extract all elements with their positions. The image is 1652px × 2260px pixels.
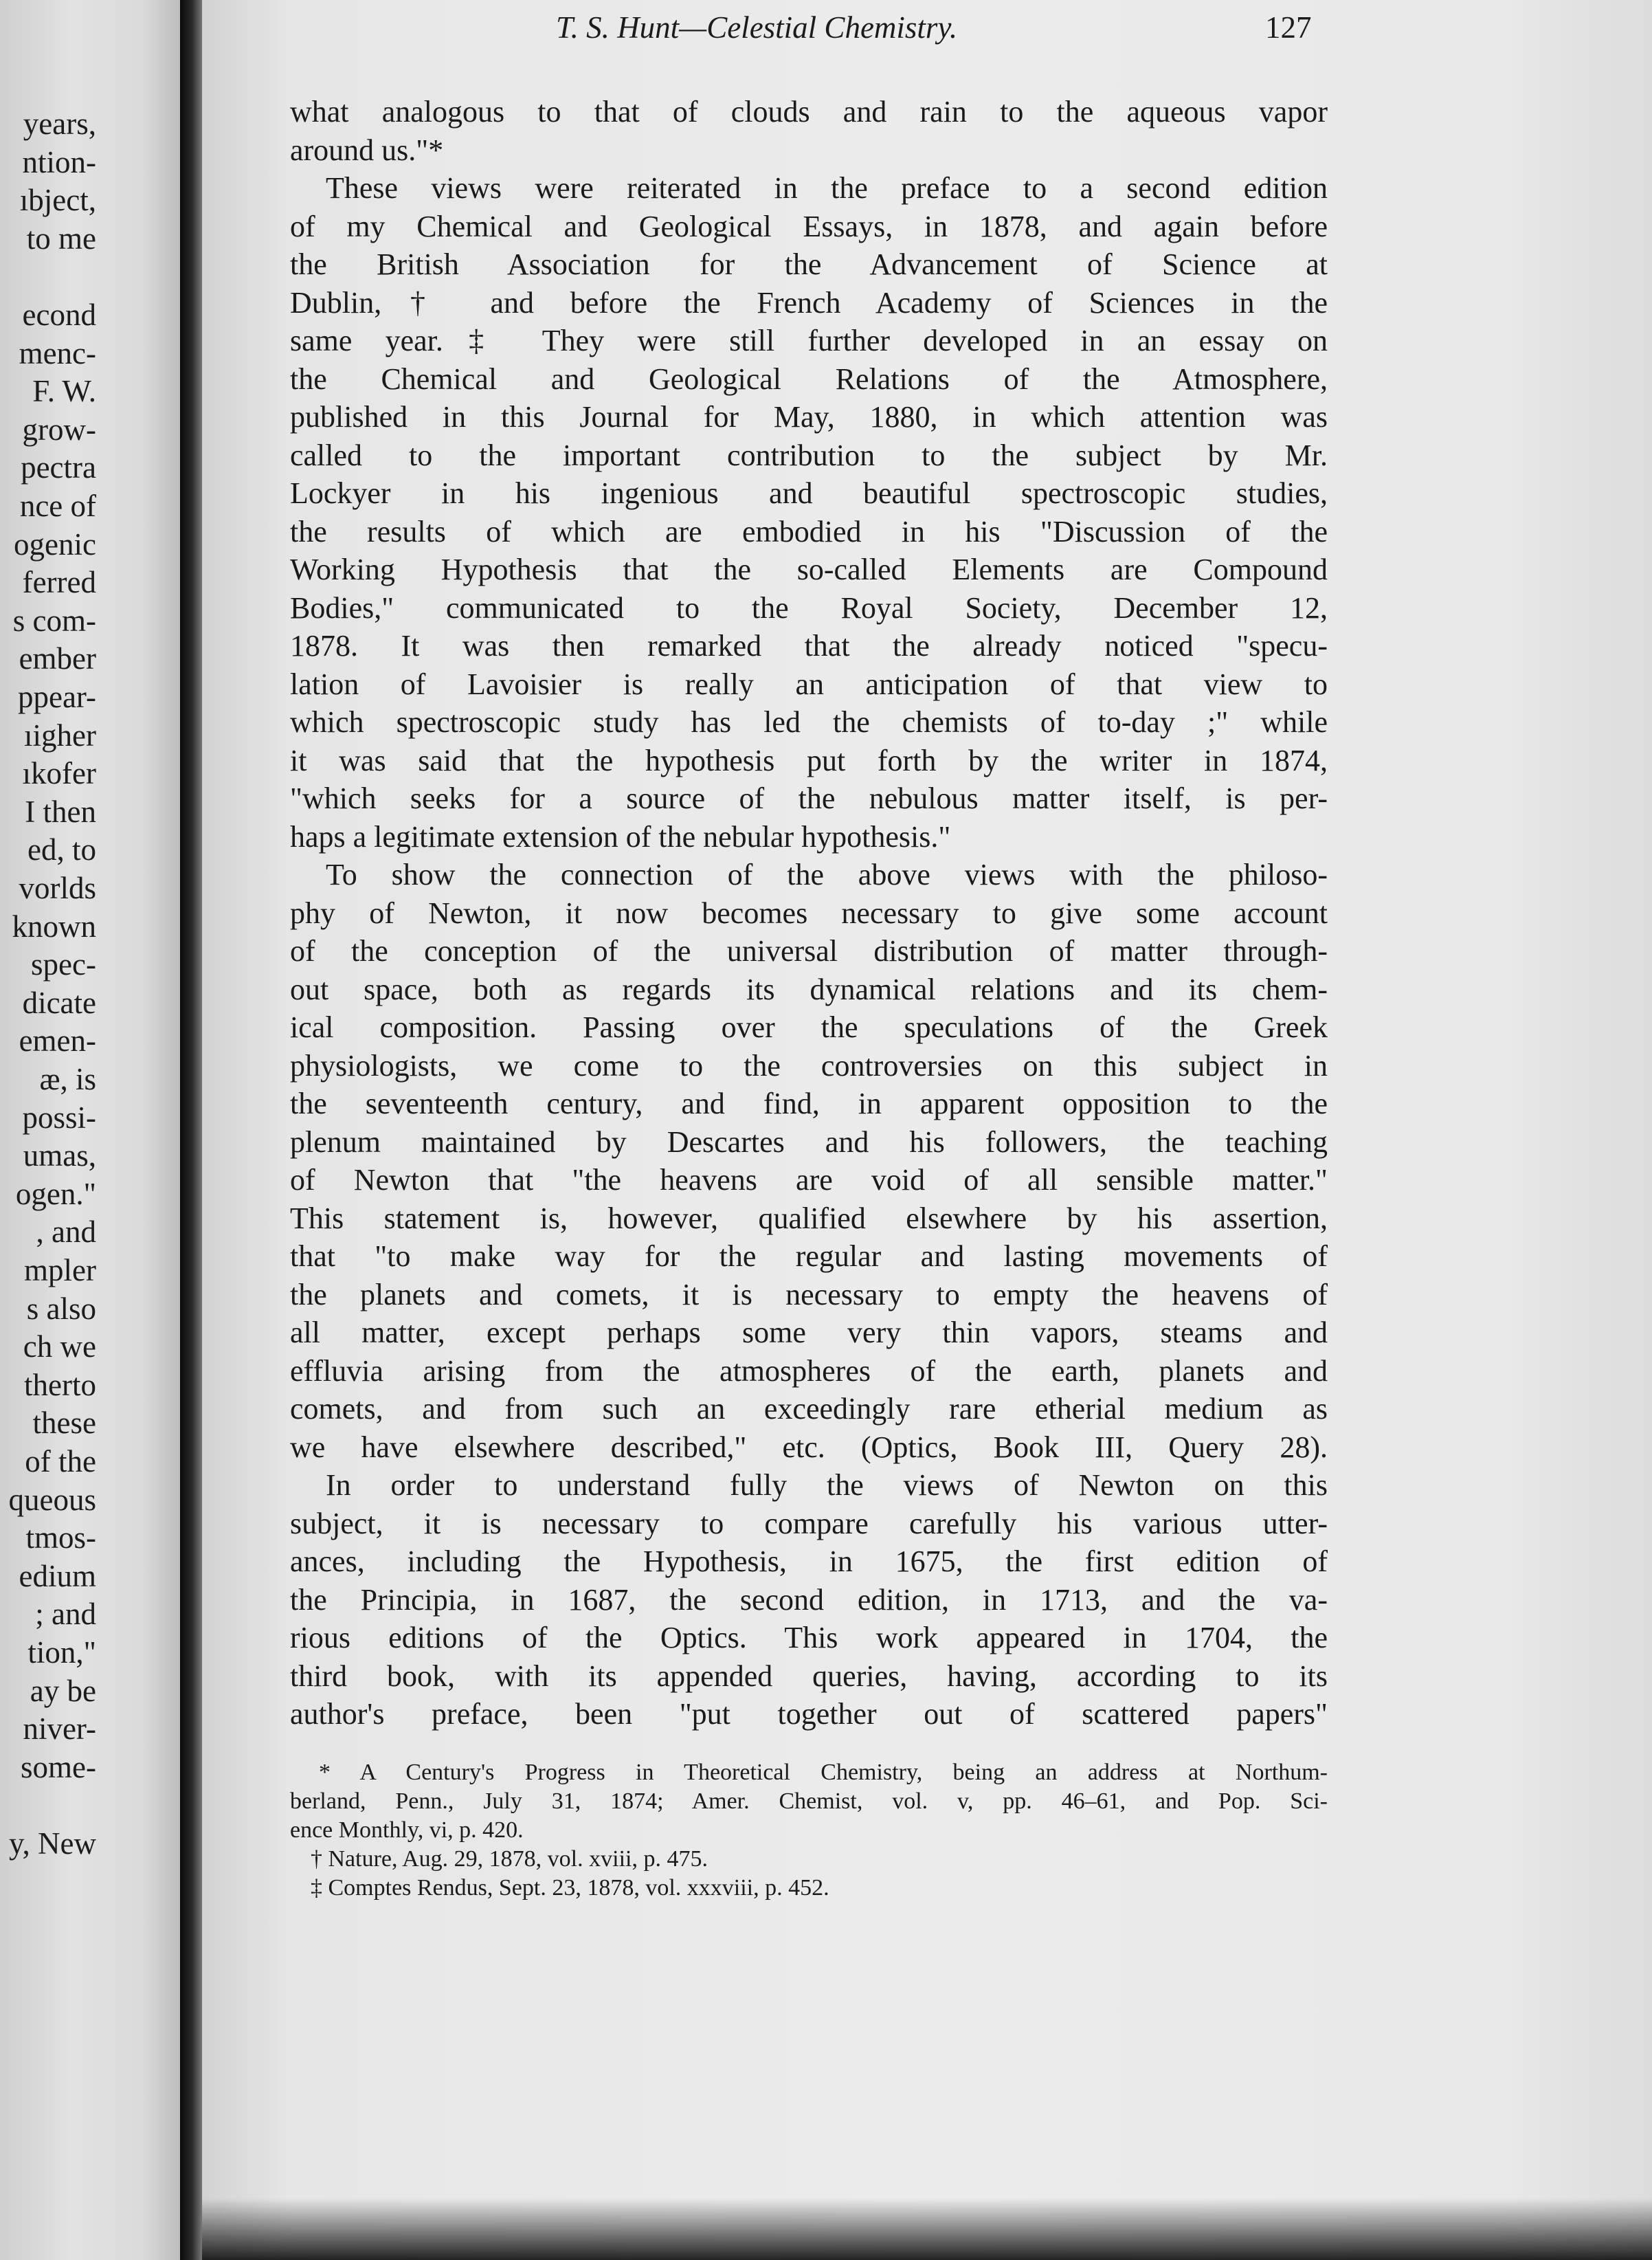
previous-page-text-fragment: ferred xyxy=(22,565,96,600)
text-line: ical composition. Passing over the speculations of the Greek xyxy=(290,1010,1328,1044)
previous-page-text-fragment: tmos- xyxy=(25,1520,96,1555)
text-line: the Chemical and Geological Relations of the Atmosphere, xyxy=(290,362,1328,396)
previous-page-text-fragment: years, xyxy=(23,107,96,141)
previous-page-edge xyxy=(0,0,180,2260)
text-line: phy of Newton, it now becomes necessary to give some account xyxy=(290,896,1328,930)
text-line: of Newton that "the heavens are void of all sensible matter." xyxy=(290,1163,1328,1197)
previous-page-text-fragment: ogenic xyxy=(14,527,96,562)
previous-page-text-fragment: s com- xyxy=(12,603,96,638)
previous-page-text-fragment: nce of xyxy=(19,489,96,523)
previous-page-text-fragment: s also xyxy=(26,1291,96,1326)
footnote-line: † Nature, Aug. 29, 1878, vol. xviii, p. 475. xyxy=(311,1846,708,1872)
text-line: of my Chemical and Geological Essays, in 1878, and again before xyxy=(290,209,1328,243)
previous-page-text-fragment: ntion- xyxy=(22,144,96,179)
text-line: third book, with its appended queries, having, according to its xyxy=(290,1659,1328,1693)
previous-page-text-fragment: known xyxy=(12,909,96,944)
previous-page-text-fragment: vorlds xyxy=(19,871,96,905)
body-text xyxy=(290,93,1328,1733)
previous-page-text-fragment: ppear- xyxy=(17,680,96,714)
page-number: 127 xyxy=(1265,10,1312,45)
text-line: haps a legitimate extension of the nebular hypothesis." xyxy=(290,819,951,854)
text-line: comets, and from such an exceedingly rare etherial medium as xyxy=(290,1392,1328,1426)
text-line: Dublin,† and before the French Academy of Sciences in the xyxy=(290,285,1328,320)
text-line: the planets and comets, it is necessary to empty the heavens of xyxy=(290,1277,1328,1311)
previous-page-text-fragment: pectra xyxy=(21,450,96,485)
text-line: the British Association for the Advancement of Science at xyxy=(290,247,1328,281)
running-head xyxy=(202,10,1652,54)
text-line: author's preface, been "put together out of scattered papers" xyxy=(290,1697,1328,1731)
text-line: all matter, except perhaps some very thin vapors, steams and xyxy=(290,1316,1328,1349)
text-line: These views were reiterated in the preface to a second edition xyxy=(326,171,1328,205)
footnotes xyxy=(290,1758,1328,1903)
previous-page-text-fragment: edium xyxy=(19,1558,96,1593)
previous-page-text-fragment: I then xyxy=(25,794,96,829)
text-line: subject, it is necessary to compare carefully his various utter- xyxy=(290,1506,1328,1540)
text-line: we have elsewhere described," etc. (Optics, Book III, Query 28). xyxy=(290,1430,1328,1464)
previous-page-text-fragment: ember xyxy=(19,641,96,676)
previous-page-text-fragment: econd xyxy=(22,298,96,332)
text-line: that "to make way for the regular and lasting movements of xyxy=(290,1239,1328,1273)
text-line: called to the important contribution to the subject by Mr. xyxy=(290,438,1328,472)
previous-page-text-fragment: ed, to xyxy=(27,832,96,867)
text-line: ances, including the Hypothesis, in 1675, the first edition of xyxy=(290,1544,1328,1578)
previous-page-text-fragment: dicate xyxy=(22,985,96,1020)
text-line: 1878. It was then remarked that the already noticed "specu- xyxy=(290,629,1328,663)
previous-page-text-fragment: therto xyxy=(24,1367,96,1402)
text-line: physiologists, we come to the controversies on this subject in xyxy=(290,1048,1328,1083)
text-line: which spectroscopic study has led the chemists of to-day ;" while xyxy=(290,705,1328,739)
previous-page-text-fragment: of the xyxy=(25,1444,96,1478)
previous-page-text-fragment: ıkofer xyxy=(22,756,96,791)
previous-page-text-fragment: these xyxy=(32,1406,96,1441)
previous-page-text-fragment: , and xyxy=(36,1215,96,1250)
text-line: the seventeenth century, and find, in apparent opposition to the xyxy=(290,1087,1328,1120)
previous-page-text-fragment: niver- xyxy=(23,1711,96,1747)
previous-page-text-fragment: mpler xyxy=(24,1253,96,1287)
text-line: Working Hypothesis that the so-called Elements are Compound xyxy=(290,553,1328,586)
previous-page-text-fragment: to me xyxy=(26,221,96,256)
text-line: the results of which are embodied in his "Discussion of the xyxy=(290,514,1328,549)
previous-page-text-fragment: some- xyxy=(21,1749,96,1784)
previous-page-text-fragment: grow- xyxy=(22,412,96,447)
text-line: published in this Journal for May, 1880, in which attention was xyxy=(290,400,1328,434)
previous-page-text-fragment: menc- xyxy=(19,335,96,370)
previous-page-text-fragment: ay be xyxy=(30,1673,96,1708)
text-line: In order to understand fully the views of Newton on this xyxy=(326,1468,1328,1502)
footnote-line: ence Monthly, vi, p. 420. xyxy=(290,1817,524,1843)
text-line: what analogous to that of clouds and rain to the aqueous vapor xyxy=(290,95,1328,129)
book-gutter xyxy=(180,0,202,2260)
page-bottom-shadow xyxy=(202,2198,1652,2260)
previous-page-text-fragment: ogen." xyxy=(15,1176,96,1211)
page xyxy=(202,0,1652,2260)
footnote-line: ‡ Comptes Rendus, Sept. 23, 1878, vol. xxxviii, p. 452. xyxy=(311,1875,829,1901)
previous-page-text-fragment: æ, is xyxy=(39,1062,96,1096)
text-line: around us."* xyxy=(290,133,444,167)
text-line: of the conception of the universal distribution of matter through- xyxy=(290,934,1328,968)
previous-page-text-fragment: possi- xyxy=(22,1100,96,1135)
text-line: effluvia arising from the atmospheres of the earth, planets and xyxy=(290,1353,1328,1388)
previous-page-text-fragment: ıigher xyxy=(24,718,96,753)
previous-page-text-fragment: ; and xyxy=(35,1597,96,1632)
previous-page-text-fragment: tion," xyxy=(27,1635,96,1670)
text-line: Bodies," communicated to the Royal Society, December 12, xyxy=(290,590,1328,625)
text-line: Lockyer in his ingenious and beautiful spectroscopic studies, xyxy=(290,476,1328,510)
text-line: rious editions of the Optics. This work appeared in 1704, the xyxy=(290,1621,1328,1654)
previous-page-text-fragment: emen- xyxy=(19,1023,96,1059)
footnote-line: * A Century's Progress in Theoretical Chemistry, being an address at Northum- xyxy=(319,1760,1328,1785)
previous-page-text-fragment: y, New xyxy=(8,1826,96,1861)
previous-page-text-fragment: F. W. xyxy=(32,374,96,409)
text-line: it was said that the hypothesis put forth by the writer in 1874, xyxy=(290,743,1328,777)
text-line: To show the connection of the above views with the philoso- xyxy=(326,858,1328,891)
previous-page-text-fragment: umas, xyxy=(23,1138,96,1173)
text-line: the Principia, in 1687, the second edition, in 1713, and the va- xyxy=(290,1582,1328,1617)
text-line: same year.‡ They were still further developed in an essay on xyxy=(290,324,1328,357)
running-title: T. S. Hunt—Celestial Chemistry. xyxy=(556,10,958,45)
previous-page-text-fragment: ıbject, xyxy=(19,183,96,218)
text-line: out space, both as regards its dynamical relations and its chem- xyxy=(290,972,1328,1006)
previous-page-text-fragment: ch we xyxy=(23,1329,96,1364)
text-line: This statement is, however, qualified elsewhere by his assertion, xyxy=(290,1201,1328,1235)
previous-page-text-fragment: queous xyxy=(8,1482,96,1517)
text-line: plenum maintained by Descartes and his followers, the teaching xyxy=(290,1125,1328,1159)
footnote-line: berland, Penn., July 31, 1874; Amer. Chemist, vol. v, pp. 46–61, and Pop. Sci- xyxy=(290,1788,1328,1814)
text-line: "which seeks for a source of the nebulous matter itself, is per- xyxy=(290,782,1328,815)
previous-page-text-fragment: spec- xyxy=(31,947,96,982)
text-line: lation of Lavoisier is really an anticipation of that view to xyxy=(290,667,1328,701)
